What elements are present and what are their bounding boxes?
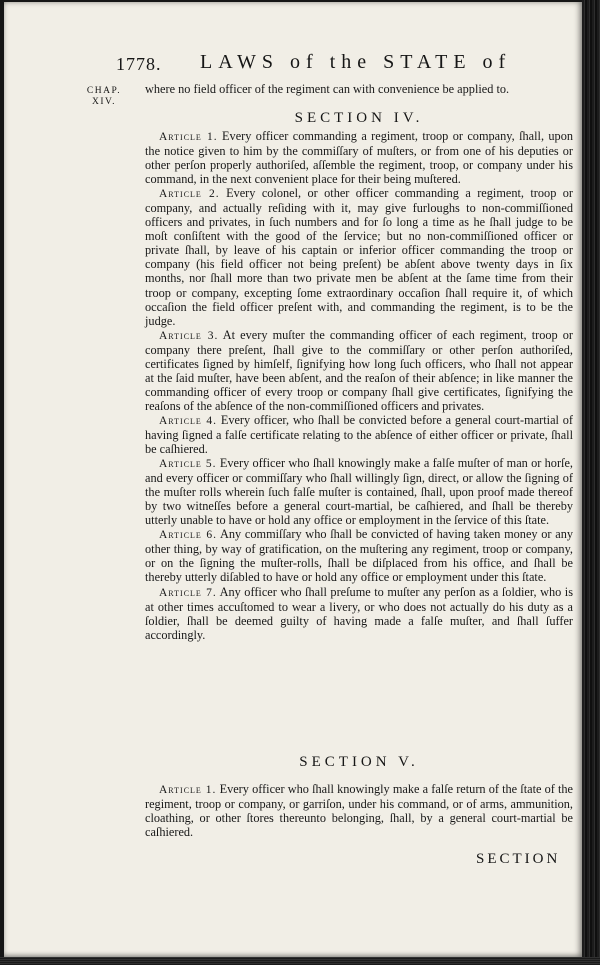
article-label: Article 5.: [159, 458, 217, 471]
chapter-label: CHAP.: [86, 86, 122, 96]
article-text: Every officer commanding a regiment, troop or company, ſhall, upon the notice given to him by the commiſſary of muſters, or from one of his deputies or other perſon properly authoriſed, aſſemble the regiment, troop, or company under his command, in the next convenient place for their being muſtered.: [145, 129, 573, 187]
article-paragraph: [145, 186, 573, 327]
article-paragraph: [145, 782, 573, 839]
article-text: Every colonel, or other officer commanding a regiment, troop or company, and actually reſiding with it, may give furloughs to non-commiſſioned officers and privates, in ſuch numbers and for ſo long a time as he ſhall judge to be moſt conſiſtent with the good of the ſervice; but no non-commiſſioned officer or private ſhall, by leave of his captain or inferior officer commanding the troop or company (his field officer not being preſent) be abſent above twenty days in ſix months, nor ſhall more than two private men be abſent at the ſame time from their troop or company, excepting ſome extraordinary occaſion ſhall require it, of which occaſion the field officer preſent with, and commanding the regiment, is to be the judge.: [145, 186, 573, 328]
article-paragraph: [145, 527, 573, 584]
article-paragraph: [145, 328, 573, 413]
book-page: [4, 2, 582, 957]
article-paragraph: [145, 413, 573, 456]
article-label: Article 1.: [159, 131, 218, 143]
chapter-marker: [76, 86, 132, 108]
article-label: Article 4.: [159, 414, 218, 427]
article-label: Article 2.: [159, 188, 220, 201]
opening-text: where no field officer of the regiment can with convenience be applied to.: [145, 82, 510, 96]
article-paragraph: [145, 129, 573, 186]
opening-paragraph: [145, 82, 573, 96]
article-label: Article 1.: [159, 784, 217, 796]
article-text: Every officer, who ſhall be convicted before a general court-martial of having ſigned a falſe certificate relating to the abſence of either officer or private, ſhall be caſhiered.: [145, 412, 573, 457]
article-text: Any officer who ſhall preſume to muſter any perſon as a ſoldier, who is at other times accuſtomed to wear a livery, or who does not actually do his duty as a ſoldier, ſhall be deemed guilty of having made a falſe muſter, and ſhall ſuffer accordingly.: [145, 584, 573, 642]
article-text: At every muſter the commanding officer of each regiment, troop or company there preſent, ſhall give to the commiſſary or other perſon authoriſed, certificates ſigned by himſelf, ſignifying how long ſuch officers, who ſhall not appear at the ſaid muſter, have been abſent, and the reaſon of their abſence; in like manner the commanding officer of every troop or company ſhall give certificates, ſignifying the reaſons of the abſence of the non-commiſſioned officers and privates.: [145, 327, 573, 413]
section-5-heading: SECTION V.: [299, 754, 419, 770]
article-label: Article 6.: [159, 529, 217, 542]
running-title: LAWS of the STATE of: [200, 51, 512, 73]
page-edge-bottom: [0, 957, 600, 965]
section-4-heading: SECTION IV.: [294, 110, 424, 126]
article-label: Article 3.: [159, 329, 219, 342]
article-text: Every officer who ſhall knowingly make a falſe return of the ſtate of the regiment, troop or company, or garriſon, under his command, or of arms, ammunition, cloathing, or other ſtores thereunto belonging, ſhall, by a general court-martial be caſhiered.: [145, 782, 574, 840]
article-paragraph: [145, 456, 573, 527]
article-paragraph: [145, 585, 573, 642]
article-text: Every officer who ſhall knowingly make a falſe muſter of man or horſe, and every officer or commiſſary who ſhall willingly ſign, direct, or allow the ſigning of the muſter rolls wherein ſuch falſe muſter is contained, ſhall, upon proof made thereof by two witneſſes before a general court-martial, be caſhiered, and ſhall be thereby utterly unable to have or hold any office or employment in the ſervice of this ſtate.: [145, 456, 573, 528]
page-edge-right: [582, 0, 600, 965]
section-5-body: [145, 782, 573, 839]
catchword: SECTION: [476, 851, 561, 867]
article-label: Article 7.: [159, 586, 217, 599]
chapter-number: XIV.: [91, 97, 117, 107]
article-text: Any commiſſary who ſhall be convicted of having taken money or any other thing, by way of gratification, on the muſtering any regiment, troop or company, or on the ſigning the muſter-rolls, ſhall be diſplaced from his office, and ſhall be thereby utterly diſabled to have or hold any office or employment under this ſtate.: [145, 527, 573, 585]
page-year: 1778.: [116, 54, 162, 74]
section-4-body: [145, 129, 573, 642]
